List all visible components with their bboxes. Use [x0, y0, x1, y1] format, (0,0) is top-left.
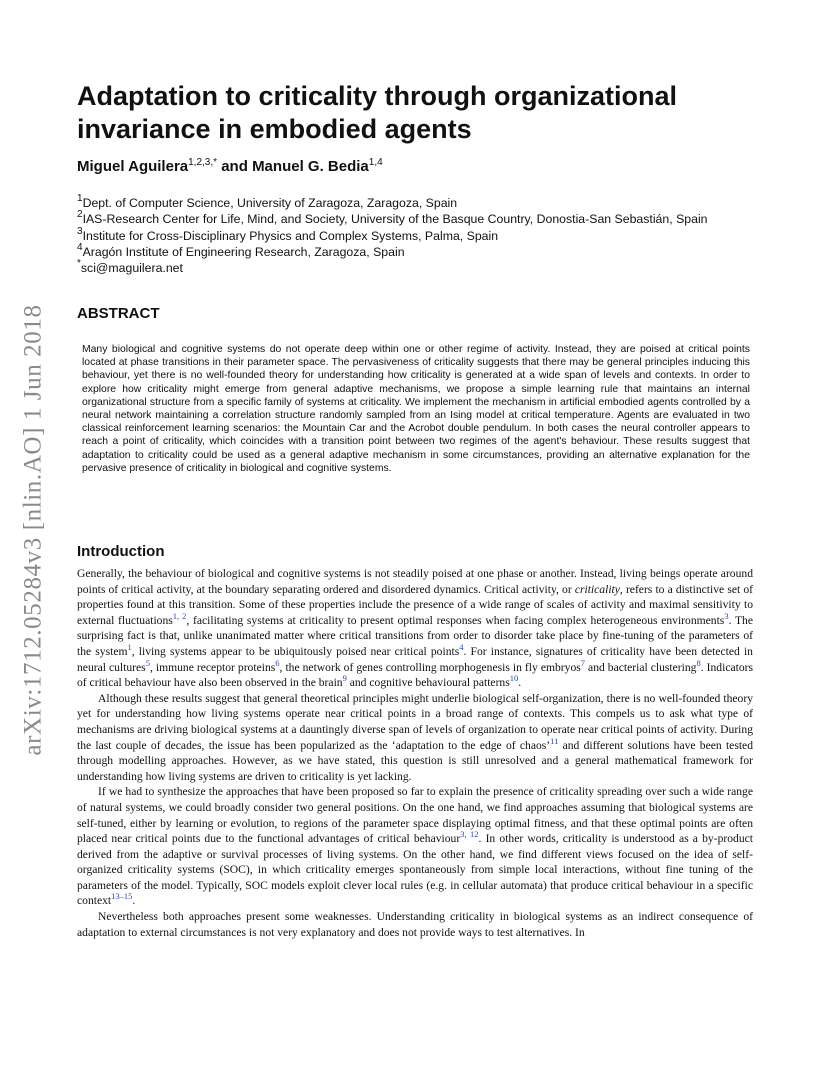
- affiliation-item: [77, 260, 777, 276]
- body-paragraph: [77, 691, 753, 785]
- citation-link[interactable]: 1, 2: [172, 610, 187, 621]
- text-run: . Indicators of critical behaviour have also been observed in the brain: [77, 660, 754, 690]
- text-run: Nevertheless both approaches present some weaknesses. Understanding criticality in biological systems as an indirect consequence of adaptation to external circumstances is not very explanatory and does not provide ways to test alternatives. In: [77, 910, 753, 939]
- citation-link[interactable]: 1: [127, 641, 132, 652]
- affiliation-mark: 1: [77, 193, 83, 204]
- citation-link[interactable]: 4: [459, 641, 464, 652]
- abstract-text: Many biological and cognitive systems do not operate deep within one or other regime of activity. Instead, they are poised at critical points located at phase transitions in their parameter space. The pervasiveness of criticality suggests that there may be general principles inducing this behaviour, yet there is no well-founded theory for understanding how criticality is generated at a wide span of levels and contexts. In order to explore how criticality might emerge from general adaptive mechanisms, we propose a simple learning rule that maintains an internal organizational structure from a specific family of systems at criticality. We implement the mechanism in artificial embodied agents controlled by a neural network maintaining a correlation structure randomly sampled from an Ising model at critical temperature. Agents are evaluated in two classical reinforcement learning scenarios: the Mountain Car and the Acrobot double pendulum. In both cases the neural controller appears to reach a point of criticality, which coincides with a transition point between two regimes of the agent's behaviour. These results suggest that adaptation to criticality could be used as a general adaptive mechanism in some circumstances, providing an alternative explanation for the pervasive presence of criticality in biological and cognitive systems.: [82, 344, 750, 474]
- author-conjunction: and: [217, 158, 253, 175]
- affiliation-list: [77, 195, 777, 276]
- citation-link[interactable]: 13–15: [111, 891, 133, 902]
- citation-link[interactable]: 3: [724, 610, 729, 621]
- affiliation-text: Dept. of Computer Science, University of Zaragoza, Zaragoza, Spain: [82, 196, 458, 210]
- text-run: Generally, the behaviour of biological and cognitive systems is not steadily poised at one phase or another. Instead, living beings operate around points of critical activity, at the boundary separating ordered and disordered dynamics. Critical activity, or: [77, 567, 753, 596]
- author-list: [77, 158, 383, 175]
- affiliation-item: [77, 225, 777, 244]
- author-name: Manuel G. Bedia: [252, 158, 369, 175]
- contact-email[interactable]: sci@maguilera.net: [80, 261, 183, 276]
- text-run: .: [518, 676, 522, 690]
- affiliation-text: IAS-Research Center for Life, Mind, and Society, University of the Basque Country, Donostia-San Sebastián, Spain: [82, 212, 708, 227]
- emphasis-term: criticality: [574, 582, 620, 596]
- text-run: . In other words, criticality is understood as a by-product derived from the adaptive or survival processes of living systems. On the other hand, we find different views focused on the idea of self-organized criticality systems (SOC), in which criticality emerges spontaneously from simple local interactions, without fine tuning of the parameters of the model. Typically, SOC models exploit clever local rules (e.g. in cellular automata) that produce critical behaviour in a specific context: [77, 832, 753, 908]
- text-run: and bacterial clustering: [585, 660, 697, 674]
- body-paragraph: [77, 909, 753, 940]
- author-name: Miguel Aguilera: [77, 158, 189, 175]
- text-run: and different solutions have been tested through modelling approaches. However, as we have stated, this question is still unresolved and a general mathematical framework for understanding how living systems are driven to criticality is yet lacking.: [77, 738, 753, 783]
- citation-link[interactable]: 5: [145, 657, 150, 668]
- citation-link[interactable]: 8: [696, 657, 701, 668]
- text-run: Although these results suggest that general theoretical principles might underlie biological self-organization, there is no well-founded theory yet for understanding how living systems operate near critical points in a broad range of contexts. This compels us to ask what type of mechanisms are driving biological systems at a dauntingly diverse span of levels of organization to operate near critical points of activity. During the last couple of decades, the issue has been popularized as the ‘adaptation to the edge of chaos’: [77, 691, 753, 752]
- body-paragraph: [77, 566, 753, 691]
- affiliation-text: Aragón Institute of Engineering Research, Zaragoza, Spain: [82, 244, 405, 259]
- affiliation-mark: 2: [77, 209, 83, 221]
- citation-link[interactable]: 3, 12: [460, 829, 479, 840]
- affiliation-mark: 3: [77, 225, 83, 237]
- introduction-body: [77, 566, 753, 940]
- paper-title: Adaptation to criticality through organizational invariance in embodied agents: [77, 81, 678, 144]
- body-paragraph: [77, 784, 753, 909]
- text-run: . The surprising fact is that, unlike unanimated matter where critical transitions from order to disorder take place by fine-tuning of the parameters of the system: [77, 613, 754, 658]
- author-affiliation-marks: 1,4: [368, 157, 383, 168]
- text-run: If we had to synthesize the approaches that have been proposed so far to explain the presence of criticality spreading over such a wide range of natural systems, we could broadly consider two general positions. On the one hand, we find approaches assuming that biological systems are self-tuned, either by learning or evolution, to regions of the parameter space displaying optimal fitness, and that these optimal points are often placed near critical points due to the functional advantages of critical behaviour: [77, 785, 753, 846]
- affiliation-item: [77, 195, 777, 211]
- text-run: .: [132, 894, 136, 908]
- affiliation-text: Institute for Cross-Disciplinary Physics and Complex Systems, Palma, Spain: [82, 228, 499, 243]
- author-affiliation-marks: 1,2,3,*: [188, 157, 218, 168]
- citation-link[interactable]: 6: [275, 657, 280, 668]
- arxiv-sidebar: [14, 290, 54, 770]
- text-run: , immune receptor proteins: [149, 660, 276, 674]
- text-run: , living systems appear to be ubiquitously poised near critical points: [131, 644, 460, 658]
- abstract-heading: ABSTRACT: [77, 305, 160, 322]
- citation-link[interactable]: 7: [580, 657, 586, 668]
- text-run: , facilitating systems at criticality to present optimal responses when facing complex heterogeneous environments: [186, 613, 725, 627]
- text-run: . For instance, signatures of criticality have been detected in neural cultures: [77, 644, 753, 674]
- introduction-heading: Introduction: [77, 543, 165, 560]
- affiliation-mark: *: [77, 258, 81, 270]
- affiliation-mark: 4: [77, 241, 83, 253]
- citation-link[interactable]: 9: [342, 673, 347, 684]
- citation-link[interactable]: 10: [509, 673, 519, 684]
- text-run: and cognitive behavioural patterns: [346, 676, 510, 690]
- affiliation-item: [77, 211, 777, 227]
- text-run: , refers to a distinctive set of properties found at this transition. Some of these properties include the presence of a wide range of scales of activity and maximal sensitivity to external fluctuations: [77, 582, 753, 627]
- text-run: , the network of genes controlling morphogenesis in fly embryos: [279, 660, 581, 674]
- arxiv-identifier: arXiv:1712.05284v3 [nlin.AO] 1 Jun 2018: [20, 304, 47, 756]
- citation-link[interactable]: 11: [550, 735, 559, 746]
- affiliation-item: [77, 241, 777, 260]
